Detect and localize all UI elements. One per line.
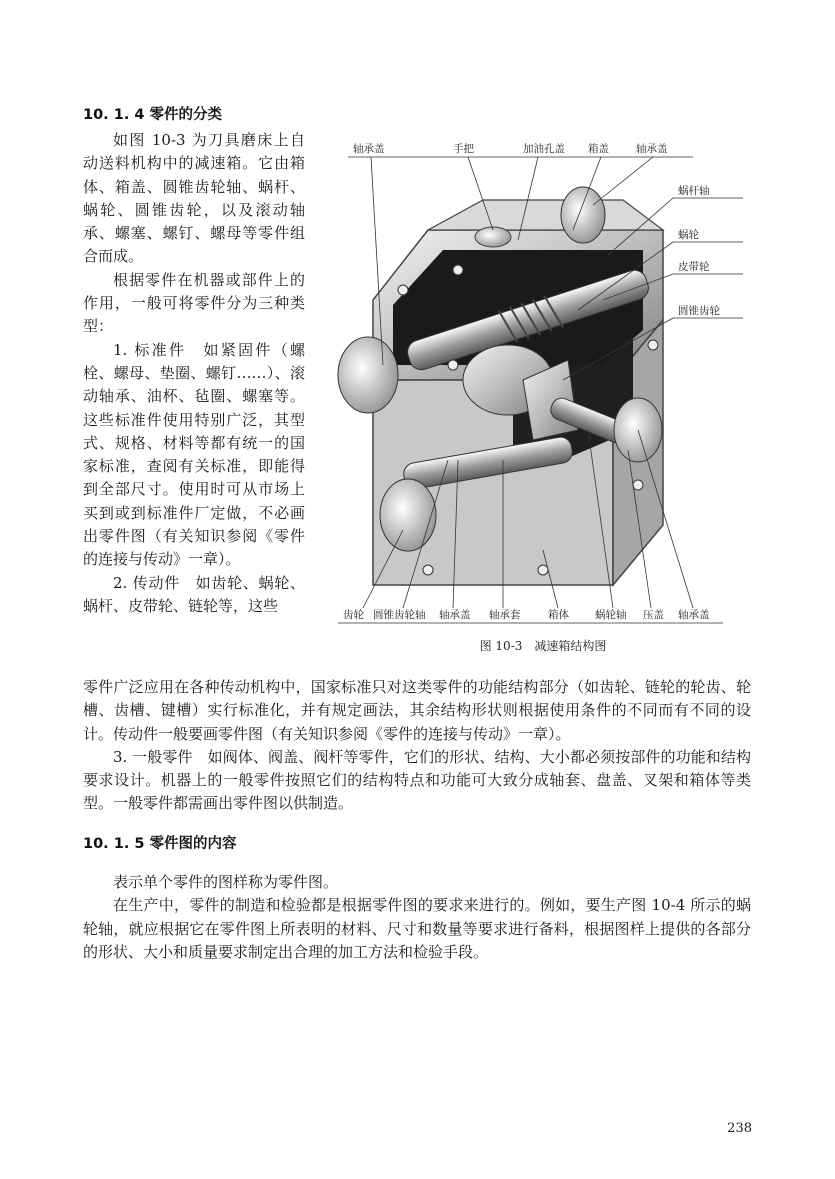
label-bearing-sleeve: 轴承套 xyxy=(489,609,521,621)
label-bevel-gear-shaft: 圆锥齿轮轴 xyxy=(373,609,426,621)
page-number: 238 xyxy=(727,1121,752,1136)
label-worm-shaft: 蜗杆轴 xyxy=(678,185,710,197)
full-width-text-1 xyxy=(83,676,751,816)
label-oil-hole-cover: 加油孔盖 xyxy=(523,143,565,155)
label-bearing-cover-top-left: 轴承盖 xyxy=(353,143,385,155)
part-drawing-usage: 在生产中，零件的制造和检验都是根据零件图的要求来进行的。例如，要生产图 10-4 所示的蜗轮轴，就应根据它在零件图上所表明的材料、尺寸和数量等要求进行备料，根据图样上提供的各部分的形状、大小和质量要求制定出合理的加工方法和检验手段。 xyxy=(83,896,751,961)
top-labels xyxy=(353,142,668,155)
transmission-parts-start: 2. 传动件 如齿轮、蜗轮、蜗杆、皮带轮、链轮等，这些 xyxy=(83,573,305,615)
gearbox-figure xyxy=(333,130,753,630)
standard-parts-paragraph: 1. 标准件 如紧固件（螺栓、螺母、垫圈、螺钉……）、滚动轴承、油杯、毡圈、螺塞等。这些标准件使用特别广泛，其型式、规格、材料等都有统一的国家标准，查阅有关标准，即能得到全部尺寸。使用时可从市场上买到或到标准件厂定做，不必画出零件图（有关知识参阅《零件的连接与传动》一章）。 xyxy=(83,340,305,569)
figure-caption: 图 10-3 减速箱结构图 xyxy=(479,639,607,653)
label-gland: 压盖 xyxy=(643,609,664,621)
left-column-text xyxy=(83,129,305,618)
label-worm-wheel: 蜗轮 xyxy=(678,229,699,241)
transmission-parts-continued: 零件广泛应用在各种传动机构中，国家标准只对这类零件的功能结构部分（如齿轮、链轮的轮齿、轮槽、齿槽、键槽）实行标准化，并有规定画法，其余结构形状则根据使用条件的不同而有不同的设计。传动件一般要画零件图（有关知识参阅《零件的连接与传动》一章）。 xyxy=(83,678,751,743)
right-labels xyxy=(678,184,720,317)
label-handle: 手把 xyxy=(453,143,474,155)
box-cover xyxy=(428,200,663,230)
label-bearing-cover-top-right: 轴承盖 xyxy=(636,143,668,155)
spur-gear xyxy=(380,479,436,551)
label-bearing-cover-bottom-left: 轴承盖 xyxy=(439,609,471,621)
label-bevel-gear: 圆锥齿轮 xyxy=(678,305,720,317)
label-gear: 齿轮 xyxy=(343,609,364,621)
general-parts-paragraph: 3. 一般零件 如阀体、阀盖、阀杆等零件，它们的形状、结构、大小都必须按部件的功能和结构要求设计。机器上的一般零件按照它们的结构特点和功能可大致分成轴套、盘盖、叉架和箱体等类型。一般零件都需画出零件图以供制造。 xyxy=(83,747,751,813)
bottom-labels xyxy=(343,608,710,621)
part-drawing-definition: 表示单个零件的图样称为零件图。 xyxy=(113,873,339,891)
gearbox-illustration xyxy=(333,130,753,630)
section-heading-10-1-4: 10. 1. 4 零件的分类 xyxy=(83,107,223,123)
pulley xyxy=(561,187,605,243)
section-heading-10-1-5: 10. 1. 5 零件图的内容 xyxy=(83,836,237,852)
label-bearing-cover-bottom-right: 轴承盖 xyxy=(678,609,710,621)
label-worm-wheel-shaft: 蜗轮轴 xyxy=(595,609,627,621)
label-pulley: 皮带轮 xyxy=(678,261,710,273)
label-box-cover: 箱盖 xyxy=(588,143,609,155)
classification-paragraph: 根据零件在机器或部件上的作用，一般可将零件分为三种类型： xyxy=(83,270,305,336)
left-bearing-cover xyxy=(338,337,398,413)
intro-paragraph: 如图 10-3 为刀具磨床上自动送料机构中的减速箱。它由箱体、箱盖、圆锥齿轮轴、蜗杆、蜗轮、圆锥齿轮，以及滚动轴承、螺塞、螺钉、螺母等零件组合而成。 xyxy=(83,131,305,266)
label-housing: 箱体 xyxy=(548,609,569,621)
full-width-text-2 xyxy=(83,871,751,964)
